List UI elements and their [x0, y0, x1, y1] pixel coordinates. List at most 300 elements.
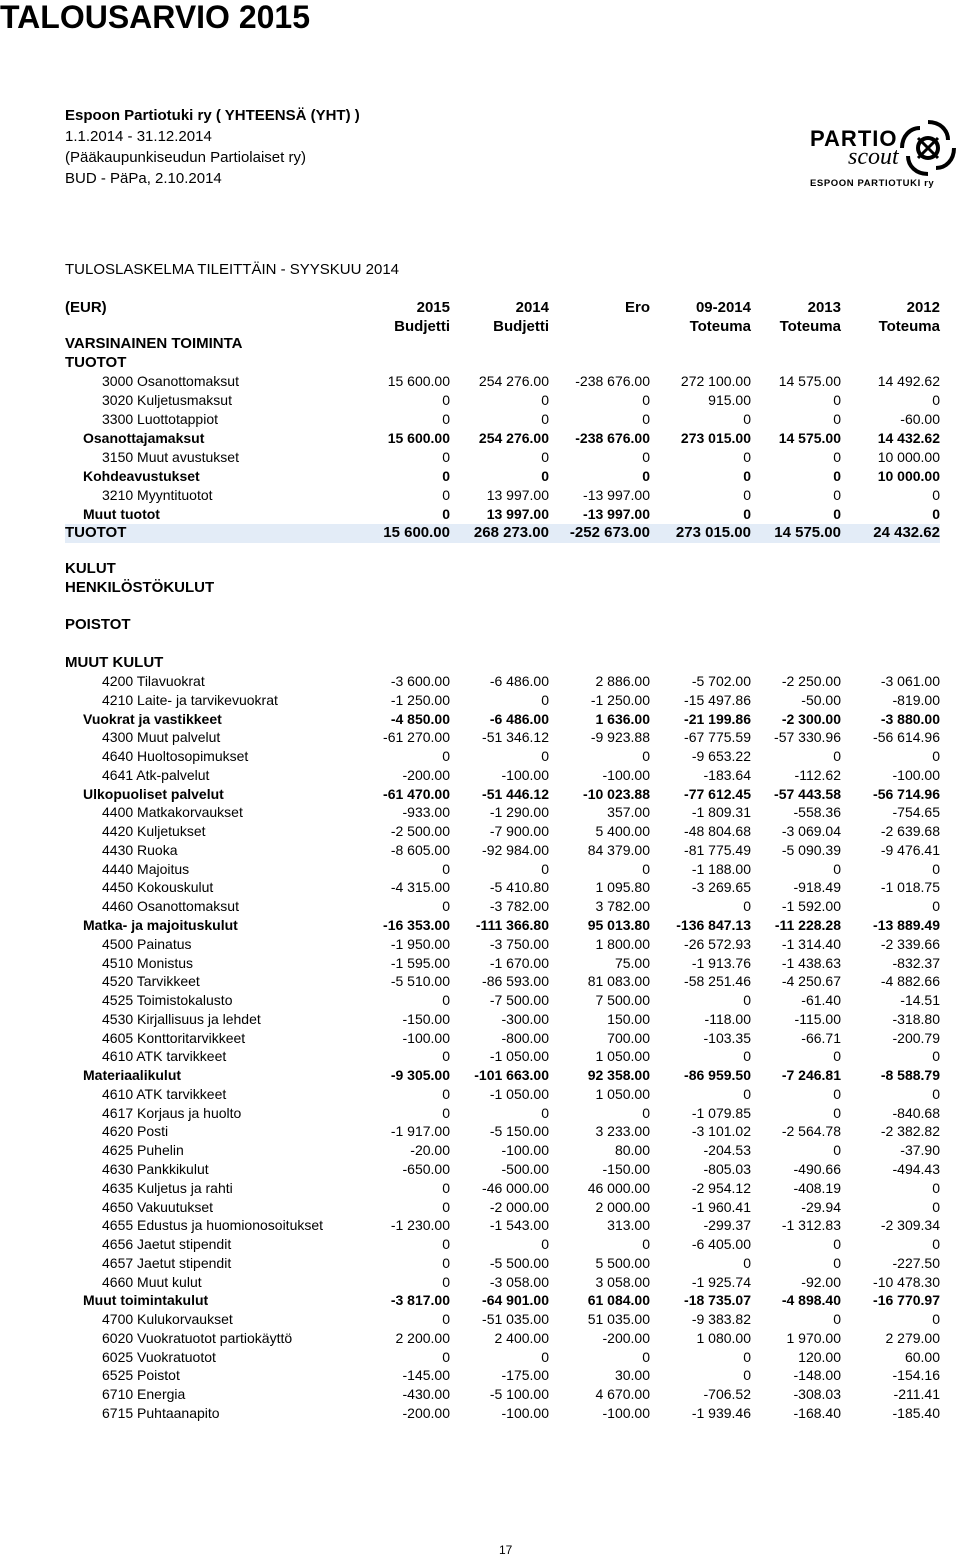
cell-value: 14 575.00 [774, 524, 841, 541]
table-row [0, 1029, 960, 1048]
cell-value: 2 279.00 [885, 1329, 940, 1346]
cell-value: -10 023.88 [583, 785, 650, 802]
cell-value: 0 [743, 487, 751, 503]
cell-value: 2 000.00 [595, 1198, 650, 1215]
cell-value: -61.40 [801, 992, 841, 1009]
cell-value: 0 [442, 487, 450, 503]
row-label: 6020 Vuokratuotot partiokäyttö [102, 1329, 293, 1346]
cell-value: 0 [833, 468, 841, 484]
cell-value: 0 [642, 449, 650, 465]
column-header-year: Ero [624, 299, 650, 316]
cell-value: 0 [932, 898, 940, 915]
table-row [0, 1348, 960, 1367]
cell-value: 0 [743, 449, 751, 465]
table-row [0, 1273, 960, 1292]
scout-emblem-icon [898, 118, 958, 178]
cell-value: -136 847.13 [676, 917, 751, 933]
cell-value: 0 [642, 1236, 650, 1253]
cell-value: 0 [932, 506, 940, 522]
cell-value: 0 [642, 468, 650, 484]
cell-value: -494.43 [892, 1161, 940, 1178]
logo-org-text: ESPOON PARTIOTUKI ry [810, 178, 935, 189]
cell-value: -5 510.00 [390, 973, 450, 990]
cell-value: -86 959.50 [684, 1067, 751, 1084]
table-row [0, 448, 960, 467]
cell-value: -100.00 [892, 766, 940, 783]
cell-value: 0 [932, 748, 940, 765]
cell-value: -86 593.00 [482, 973, 549, 990]
cell-value: 0 [442, 449, 450, 465]
cell-value: 75.00 [614, 954, 650, 971]
cell-value: -7 500.00 [489, 992, 549, 1009]
cell-value: -706.52 [703, 1386, 751, 1403]
cell-value: 3 782.00 [595, 898, 650, 915]
row-label: 4620 Posti [102, 1123, 169, 1140]
cell-value: 0 [743, 1367, 751, 1384]
cell-value: 0 [442, 411, 450, 427]
cell-value: -150.00 [402, 1010, 450, 1027]
cell-value: -1 050.00 [489, 1048, 549, 1065]
cell-value: -6 405.00 [691, 1236, 751, 1253]
cell-value: -1 913.76 [691, 954, 751, 971]
cell-value: -16 770.97 [873, 1292, 940, 1309]
cell-value: 51 035.00 [587, 1311, 650, 1328]
row-label: 3020 Kuljetusmaksut [102, 392, 232, 408]
cell-value: -490.66 [793, 1161, 841, 1178]
cell-value: 0 [442, 1198, 450, 1215]
cell-value: -185.40 [892, 1405, 940, 1422]
column-header-type: Toteuma [779, 318, 841, 335]
row-label: Materiaalikulut [83, 1067, 182, 1084]
cell-value: 0 [743, 992, 751, 1009]
cell-value: -3 880.00 [880, 710, 940, 727]
cell-value: -2 000.00 [489, 1198, 549, 1215]
cell-value: -183.64 [703, 766, 751, 783]
cell-value: 2 400.00 [494, 1329, 549, 1346]
row-label: 4660 Muut kulut [102, 1273, 202, 1290]
cell-value: -57 330.96 [774, 729, 841, 746]
cell-value: 254 276.00 [478, 373, 549, 389]
cell-value: -1 960.41 [691, 1198, 751, 1215]
cell-value: 0 [442, 898, 450, 915]
cell-value: -145.00 [402, 1367, 450, 1384]
cell-value: 1 636.00 [595, 710, 650, 727]
row-label: Vuokrat ja vastikkeet [83, 710, 222, 727]
cell-value: -650.00 [402, 1161, 450, 1178]
cell-value: -200.00 [402, 766, 450, 783]
cell-value: 0 [743, 1048, 751, 1065]
cell-value: -100.00 [501, 1142, 549, 1159]
cell-value: 15 600.00 [387, 373, 450, 389]
table-row [0, 1404, 960, 1423]
column-header-type: Budjetti [493, 318, 549, 335]
cell-value: 15 600.00 [387, 430, 450, 446]
cell-value: -7 246.81 [781, 1067, 841, 1084]
cell-value: -81 775.49 [684, 841, 751, 858]
table-row [0, 1329, 960, 1348]
cell-value: 0 [833, 748, 841, 765]
cell-value: -430.00 [402, 1386, 450, 1403]
row-label: TUOTOT [65, 524, 127, 541]
cell-value: 0 [833, 860, 841, 877]
cell-value: 95 013.80 [587, 917, 650, 933]
cell-value: -51 035.00 [482, 1311, 549, 1328]
section-kulut: KULUT [65, 560, 116, 577]
table-row [0, 822, 960, 841]
cell-value: -5 410.80 [489, 879, 549, 896]
cell-value: 13 997.00 [486, 487, 549, 503]
cell-value: 4 670.00 [595, 1386, 650, 1403]
cell-value: 313.00 [607, 1217, 650, 1234]
logo-word-scout: scout [848, 144, 899, 170]
table-row [0, 1010, 960, 1029]
row-label: 4530 Kirjallisuus ja lehdet [102, 1010, 261, 1027]
table-row [0, 878, 960, 897]
cell-value: 268 273.00 [473, 524, 549, 541]
cell-value: -46 000.00 [482, 1179, 549, 1196]
cell-value: 1 800.00 [595, 935, 650, 952]
cell-value: 915.00 [708, 392, 751, 408]
cell-value: -1 230.00 [390, 1217, 450, 1234]
document-title: TALOUSARVIO 2015 [0, 0, 311, 35]
cell-value: -20.00 [410, 1142, 450, 1159]
table-row [0, 803, 960, 822]
cell-value: -9 923.88 [590, 729, 650, 746]
cell-value: -21 199.86 [684, 710, 751, 727]
cell-value: -51 446.12 [482, 785, 549, 802]
cell-value: 0 [541, 1104, 549, 1121]
cell-value: -8 605.00 [390, 841, 450, 858]
cell-value: -4 882.66 [880, 973, 940, 990]
cell-value: -66.71 [801, 1029, 841, 1046]
cell-value: 357.00 [607, 804, 650, 821]
cell-value: 0 [932, 1311, 940, 1328]
section-tuotot: TUOTOT [65, 354, 127, 371]
cell-value: 0 [442, 1311, 450, 1328]
row-label: 4650 Vakuutukset [102, 1198, 214, 1215]
cell-value: -318.80 [892, 1010, 940, 1027]
table-row [0, 897, 960, 916]
cell-value: 0 [743, 1254, 751, 1271]
cell-value: -13 997.00 [583, 506, 650, 522]
cell-value: 0 [833, 1254, 841, 1271]
cell-value: -2 339.66 [880, 935, 940, 952]
table-row [0, 1160, 960, 1179]
cell-value: 0 [932, 392, 940, 408]
row-label: 4430 Ruoka [102, 841, 178, 858]
cell-value: 0 [833, 1236, 841, 1253]
cell-value: -3 101.02 [691, 1123, 751, 1140]
cell-value: 0 [833, 1104, 841, 1121]
table-row [0, 1198, 960, 1217]
cell-value: -1 438.63 [781, 954, 841, 971]
row-label: 4210 Laite- ja tarvikevuokrat [102, 691, 278, 708]
cell-value: -4 250.67 [781, 973, 841, 990]
cell-value: -918.49 [793, 879, 841, 896]
report-period: 1.1.2014 - 31.12.2014 [65, 128, 212, 145]
cell-value: -1 917.00 [390, 1123, 450, 1140]
cell-value: -14.51 [900, 992, 940, 1009]
row-label: 4460 Osanottomaksut [102, 898, 239, 915]
section-varsinainen-toiminta: VARSINAINEN TOIMINTA [65, 335, 243, 352]
cell-value: 24 432.62 [873, 524, 940, 541]
cell-value: 0 [932, 1048, 940, 1065]
cell-value: -5 500.00 [489, 1254, 549, 1271]
cell-value: -6 486.00 [489, 710, 549, 727]
table-row [0, 747, 960, 766]
cell-value: -1 595.00 [390, 954, 450, 971]
cell-value: -238 676.00 [575, 373, 650, 389]
cell-value: 1 050.00 [595, 1085, 650, 1102]
cell-value: -115.00 [794, 1010, 841, 1027]
table-row [0, 391, 960, 410]
cell-value: 0 [541, 411, 549, 427]
cell-value: -9 383.82 [691, 1311, 751, 1328]
cell-value: -5 090.39 [781, 841, 841, 858]
row-label: 3210 Myyntituotot [102, 487, 213, 503]
row-label: 6715 Puhtaanapito [102, 1405, 220, 1422]
cell-value: -57 443.58 [774, 785, 841, 802]
cell-value: -5 702.00 [691, 673, 751, 689]
cell-value: -211.41 [893, 1386, 940, 1403]
cell-value: -50.00 [801, 691, 841, 708]
cell-value: -15 497.86 [684, 691, 751, 708]
cell-value: -7 900.00 [489, 823, 549, 840]
row-label: 4440 Majoitus [102, 860, 190, 877]
cell-value: -3 058.00 [489, 1273, 549, 1290]
cell-value: 0 [541, 748, 549, 765]
cell-value: -933.00 [402, 804, 450, 821]
subtotal-row [0, 429, 960, 448]
cell-value: 0 [743, 898, 751, 915]
subtotal-row [0, 467, 960, 486]
cell-value: -500.00 [501, 1161, 549, 1178]
cell-value: -3 750.00 [489, 935, 549, 952]
table-row [0, 1141, 960, 1160]
cell-value: 30.00 [614, 1367, 650, 1384]
cell-value: 0 [833, 392, 841, 408]
table-row [0, 1254, 960, 1273]
cell-value: -2 954.12 [691, 1179, 751, 1196]
cell-value: -150.00 [602, 1161, 650, 1178]
table-row [0, 372, 960, 391]
cell-value: 7 500.00 [595, 992, 650, 1009]
cell-value: -9 476.41 [880, 841, 940, 858]
cell-value: -100.00 [501, 1405, 549, 1422]
cell-value: -92 984.00 [482, 841, 549, 858]
cell-value: -1 809.31 [691, 804, 751, 821]
table-row [0, 728, 960, 747]
cell-value: -1 592.00 [781, 898, 841, 915]
column-header-year: 2015 [416, 299, 450, 316]
cell-value: 0 [743, 1085, 751, 1102]
cell-value: -100.00 [602, 766, 650, 783]
cell-value: -103.35 [703, 1029, 751, 1046]
cell-value: -832.37 [892, 954, 940, 971]
row-label: 4605 Konttoritarvikkeet [102, 1029, 246, 1046]
cell-value: -4 315.00 [390, 879, 450, 896]
cell-value: 0 [442, 468, 450, 484]
cell-value: 0 [833, 506, 841, 522]
row-label: 6710 Energia [102, 1386, 186, 1403]
cell-value: 0 [442, 506, 450, 522]
cell-value: 120.00 [798, 1348, 841, 1365]
cell-value: 81 083.00 [587, 973, 650, 990]
row-label: 4400 Matkakorvaukset [102, 804, 243, 821]
cell-value: 61 084.00 [587, 1292, 650, 1309]
cell-value: 150.00 [607, 1010, 650, 1027]
row-label: 4450 Kokouskulut [102, 879, 214, 896]
organization-name: Espoon Partiotuki ry ( YHTEENSÄ (YHT) ) [65, 107, 360, 124]
table-row [0, 1179, 960, 1198]
cell-value: -100.00 [602, 1405, 650, 1422]
row-label: 4500 Painatus [102, 935, 192, 952]
row-label: 3300 Luottotappiot [102, 411, 218, 427]
cell-value: 46 000.00 [587, 1179, 650, 1196]
cell-value: 0 [932, 1085, 940, 1102]
cell-value: -111 366.80 [475, 917, 549, 933]
cell-value: 0 [442, 1273, 450, 1290]
cell-value: -2 500.00 [390, 823, 450, 840]
cell-value: 0 [642, 392, 650, 408]
cell-value: -2 564.78 [781, 1123, 841, 1140]
cell-value: -9 305.00 [390, 1067, 450, 1084]
table-row [0, 691, 960, 710]
cell-value: -1 050.00 [489, 1085, 549, 1102]
cell-value: -805.03 [703, 1161, 751, 1178]
cell-value: 0 [442, 748, 450, 765]
table-row [0, 1085, 960, 1104]
cell-value: -2 382.82 [880, 1123, 940, 1140]
cell-value: -18 735.07 [684, 1292, 751, 1309]
cell-value: -3 782.00 [489, 898, 549, 915]
cell-value: -3 269.65 [691, 879, 751, 896]
cell-value: 5 400.00 [595, 823, 650, 840]
subtotal-row [0, 1066, 960, 1085]
subtotal-row [0, 505, 960, 524]
cell-value: -2 639.68 [880, 823, 940, 840]
table-row [0, 410, 960, 429]
table-row [0, 991, 960, 1010]
cell-value: 0 [642, 411, 650, 427]
cell-value: -168.40 [793, 1405, 841, 1422]
table-row [0, 486, 960, 505]
cell-value: 0 [833, 449, 841, 465]
cell-value: 0 [642, 748, 650, 765]
cell-value: 0 [833, 1311, 841, 1328]
cell-value: -1 314.40 [781, 935, 841, 952]
cell-value: 0 [442, 1348, 450, 1365]
cell-value: -238 676.00 [575, 430, 650, 446]
cell-value: 14 432.62 [877, 430, 940, 446]
cell-value: 3 233.00 [595, 1123, 650, 1140]
budget-reference: BUD - PäPa, 2.10.2014 [65, 170, 222, 187]
cell-value: 0 [833, 487, 841, 503]
cell-value: -1 079.85 [691, 1104, 751, 1121]
cell-value: -204.53 [703, 1142, 751, 1159]
table-row [0, 841, 960, 860]
cell-value: 10 000.00 [877, 468, 940, 484]
cell-value: -100.00 [402, 1029, 450, 1046]
table-row [0, 1216, 960, 1235]
column-header-type: Budjetti [394, 318, 450, 335]
cell-value: -77 612.45 [684, 785, 751, 802]
column-header-year: 2012 [906, 299, 940, 316]
cell-value: 0 [932, 1179, 940, 1196]
cell-value: 0 [932, 1198, 940, 1215]
cell-value: 0 [932, 860, 940, 877]
cell-value: -200.79 [892, 1029, 940, 1046]
cell-value: -10 478.30 [873, 1273, 940, 1290]
table-row [0, 1385, 960, 1404]
row-label: 3150 Muut avustukset [102, 449, 239, 465]
cell-value: -56 614.96 [873, 729, 940, 746]
cell-value: 0 [743, 1348, 751, 1365]
cell-value: 14 575.00 [778, 373, 841, 389]
cell-value: 0 [442, 992, 450, 1009]
cell-value: 0 [541, 449, 549, 465]
cell-value: -2 250.00 [781, 673, 841, 689]
cell-value: -800.00 [501, 1029, 549, 1046]
row-label: Ulkopuoliset palvelut [83, 785, 224, 802]
cell-value: -252 673.00 [569, 524, 650, 541]
cell-value: -61 270.00 [383, 729, 450, 746]
cell-value: 700.00 [607, 1029, 650, 1046]
row-label: 3000 Osanottomaksut [102, 373, 239, 389]
cell-value: -3 600.00 [390, 673, 450, 689]
cell-value: -5 100.00 [489, 1386, 549, 1403]
cell-value: 60.00 [904, 1348, 940, 1365]
section-muut-kulut: MUUT KULUT [65, 654, 164, 671]
cell-value: -37.90 [900, 1142, 940, 1159]
table-row [0, 1122, 960, 1141]
cell-value: -175.00 [501, 1367, 549, 1384]
cell-value: -118.00 [704, 1010, 751, 1027]
report-title: TULOSLASKELMA TILEITTÄIN - SYYSKUU 2014 [65, 261, 400, 278]
cell-value: 0 [932, 487, 940, 503]
cell-value: 0 [833, 1085, 841, 1102]
cell-value: -5 150.00 [489, 1123, 549, 1140]
table-row [0, 935, 960, 954]
cell-value: 272 100.00 [680, 373, 751, 389]
cell-value: 0 [743, 506, 751, 522]
cell-value: -1 950.00 [390, 935, 450, 952]
cell-value: 0 [833, 411, 841, 427]
table-row [0, 972, 960, 991]
logo-word-partio: PARTIO [810, 126, 898, 151]
table-row [0, 954, 960, 973]
cell-value: 2 200.00 [395, 1329, 450, 1346]
table-row [0, 672, 960, 691]
cell-value: 0 [442, 860, 450, 877]
cell-value: 14 492.62 [877, 373, 940, 389]
cell-value: 273 015.00 [680, 430, 751, 446]
row-label: 4525 Toimistokalusto [102, 992, 233, 1009]
cell-value: 0 [642, 1104, 650, 1121]
cell-value: -1 290.00 [489, 804, 549, 821]
cell-value: 0 [932, 1236, 940, 1253]
cell-value: 0 [541, 392, 549, 408]
table-row [0, 1366, 960, 1385]
cell-value: 13 997.00 [486, 506, 549, 522]
cell-value: -8 588.79 [880, 1067, 940, 1084]
row-label: 4625 Puhelin [102, 1142, 184, 1159]
cell-value: -60.00 [900, 411, 940, 427]
cell-value: -154.16 [892, 1367, 940, 1384]
cell-value: 0 [541, 1348, 549, 1365]
cell-value: -16 353.00 [383, 917, 450, 933]
cell-value: 0 [442, 1179, 450, 1196]
